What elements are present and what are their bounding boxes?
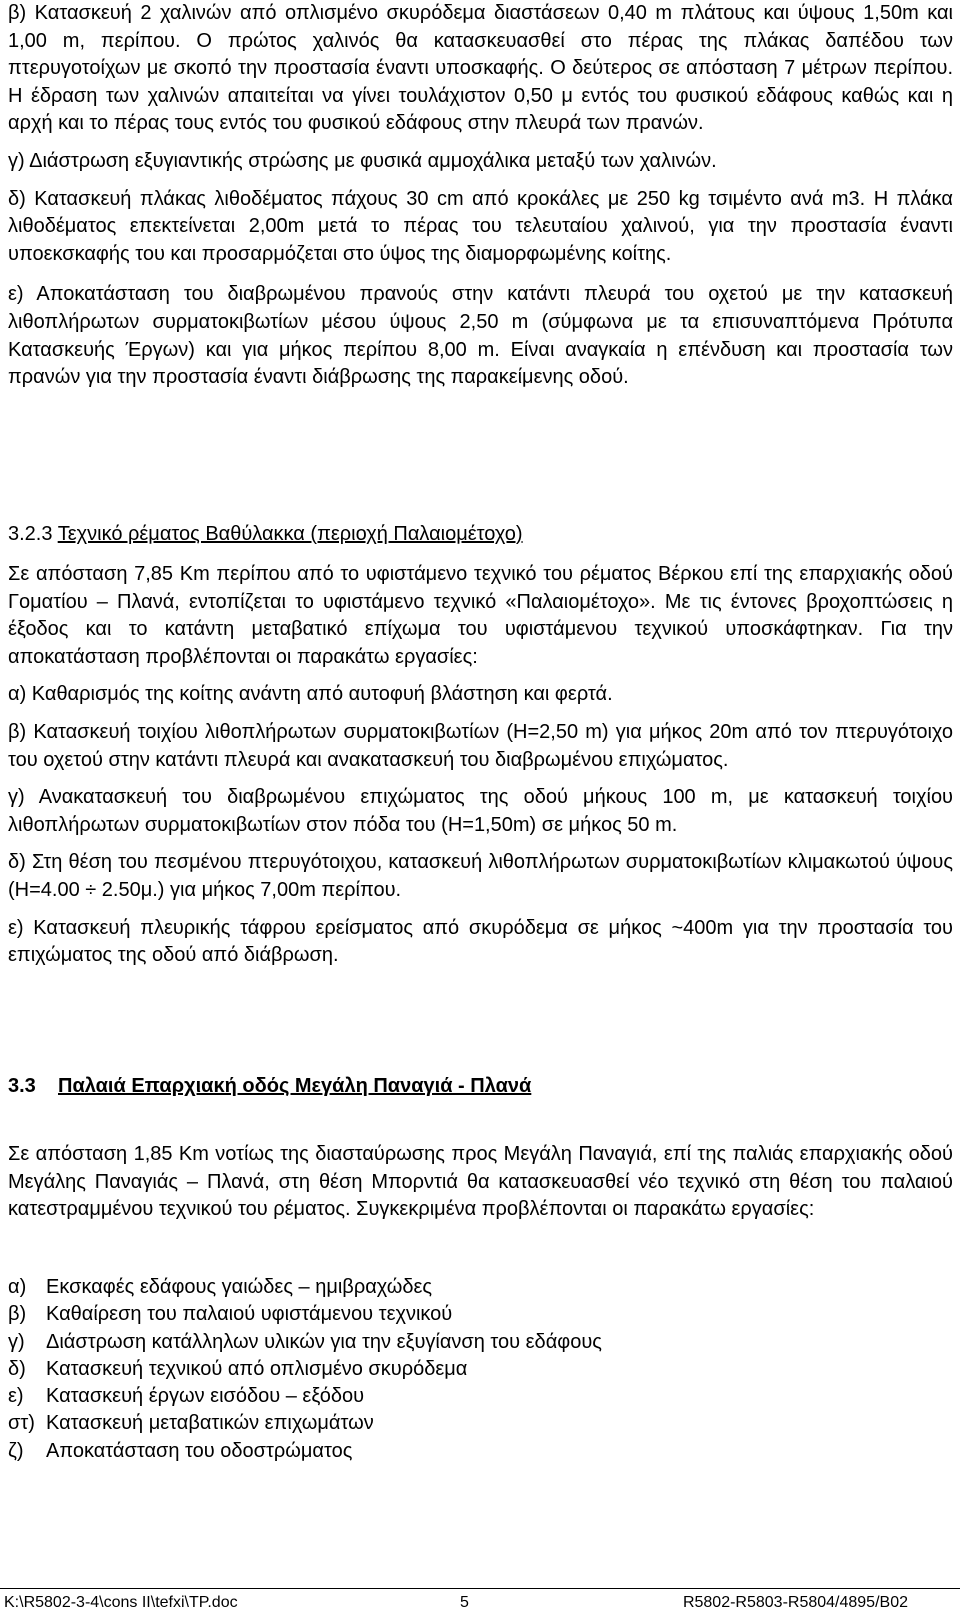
paragraph-gamma: γ) Διάστρωση εξυγιαντικής στρώσης με φυσικά αμμοχάλικα μεταξύ των χαλινών. bbox=[8, 150, 717, 172]
list-item-text: Κατασκευή τεχνικού από οπλισμένο σκυρόδεμα bbox=[46, 1357, 468, 1380]
work-item-c: γ) Ανακατασκευή του διαβρωμένου επιχώματος της οδού μήκους 100 m, με κατασκευή τοιχίου λιθοπλήρωτων συρματοκιβωτίων στον πόδα του (Η=1,50m) σε μήκος 50 m. bbox=[8, 786, 953, 836]
list-item-label: ζ) bbox=[8, 1439, 24, 1462]
section-heading-3-3 bbox=[8, 1073, 531, 1100]
list-item bbox=[8, 1329, 953, 1356]
list-item-label: ε) bbox=[8, 1385, 24, 1408]
list-item bbox=[8, 1274, 953, 1301]
list-item-text: Εκσκαφές εδάφους γαιώδες – ημιβραχώδες bbox=[46, 1276, 433, 1298]
work-item-b: β) Κατασκευή τοιχίου λιθοπλήρωτων συρματοκιβωτίων (Η=2,50 m) για μήκος 20m από τον πτερυγότοιχο του οχετού στην κατάντι πλευρά και ανακατασκευή του διαβρωμένου επιχώματος. bbox=[8, 720, 953, 771]
page-footer bbox=[0, 1588, 960, 1614]
section-heading-3-2-3 bbox=[8, 521, 523, 548]
list-item bbox=[8, 1356, 953, 1383]
list-item-label: γ) bbox=[8, 1330, 25, 1353]
footer-reference: R5802-R5803-R5804/4895/B02 bbox=[682, 1594, 908, 1611]
list-item-text: Καθαίρεση του παλαιού υφιστάμενου τεχνικού bbox=[46, 1303, 453, 1326]
list-item-text: Κατασκευή έργων εισόδου – εξόδου bbox=[46, 1385, 365, 1408]
works-list bbox=[8, 1274, 953, 1465]
section-number: 3.2.3 bbox=[8, 523, 53, 545]
section-title: Παλαιά Επαρχιακή οδός Μεγάλη Παναγιά - Πλανά bbox=[58, 1075, 532, 1097]
list-item bbox=[8, 1301, 953, 1328]
list-item-label: α) bbox=[8, 1276, 27, 1298]
section-title: Τεχνικό ρέματος Βαθύλακκα (περιοχή Παλαιομέτοχο) bbox=[57, 523, 523, 545]
list-item-label: δ) bbox=[8, 1357, 26, 1380]
paragraph-delta: δ) Κατασκευή πλάκας λιθοδέματος πάχους 30 cm από κροκάλες με 250 kg τσιμέντο ανά m3. Η πλάκα λιθοδέματος επεκτείνεται 2,00m μετά το πέρας του τελευταίου χαλινού, για την προστασία έναντι υποεκσκαφής του και προσαρμόζεται στο ύψος της διαμορφωμένης κοίτης. bbox=[8, 187, 953, 265]
section-intro-paragraph: Σε απόσταση 1,85 Km νοτίως της διασταύρωσης προς Μεγάλη Παναγιά, επί της παλιάς επαρχιακής οδού Μεγάλης Παναγιάς – Πλανά, στη θέση Μπορντιά θα κατασκευασθεί νέο τεχνικό στη θέση του παλαιού κατεστραμμένου τεχνικού του ρέματος. Συγκεκριμένα προβλέπονται οι παρακάτω εργασίες: bbox=[8, 1143, 953, 1221]
list-item-text: Κατασκευή μεταβατικών επιχωμάτων bbox=[46, 1412, 374, 1435]
list-item bbox=[8, 1383, 953, 1410]
section-3-3-body bbox=[8, 1141, 953, 1224]
list-item-label: β) bbox=[8, 1303, 27, 1326]
section-3-2-3-body bbox=[8, 561, 953, 970]
section-number: 3.3 bbox=[8, 1075, 36, 1097]
work-item-a: α) Καθαρισμός της κοίτης ανάντη από αυτοφυή βλάστηση και φερτά. bbox=[8, 683, 613, 706]
list-item bbox=[8, 1410, 953, 1437]
footer-page-number: 5 bbox=[460, 1594, 469, 1611]
list-item-text: Διάστρωση κατάλληλων υλικών για την εξυγίανση του εδάφους bbox=[46, 1330, 602, 1353]
list-item bbox=[8, 1438, 953, 1465]
paragraph-epsilon: ε) Αποκατάσταση του διαβρωμένου πρανούς στην κατάντι πλευρά του οχετού με την κατασκευή λιθοπλήρωτων συρματοκιβωτίων μέσου ύψους 2,50 m (σύμφωνα με τα επισυναπτόμενα Πρότυπα Κατασκευής Έργων) και για μήκος περίπου 8,00 m. Είναι αναγκαία η επένδυση και προστασία των πρανών για την προστασία έναντι διάβρωσης της παρακείμενης οδού. bbox=[8, 283, 953, 389]
intro-section bbox=[8, 0, 953, 392]
list-item-text: Αποκατάσταση του οδοστρώματος bbox=[46, 1439, 353, 1462]
paragraph-beta: β) Κατασκευή 2 χαλινών από οπλισμένο σκυρόδεμα διαστάσεων 0,40 m πλάτους και ύψους 1,50m και 1,00 m, περίπου. Ο πρώτος χαλινός θα κατασκευασθεί στο πέρας της πλάκας δαπέδου των πτερυγοτοίχων με σκοπό την προστασία έναντι υποσκαφής. Ο δεύτερος σε απόσταση 7 μέτρων περίπου. Η έδραση των χαλινών απαιτείται να γίνει τουλάχιστον 0,50 μ εντός του φυσικού εδάφους καθώς και η αρχή και το πέρας τους εντός του φυσικού εδάφους στην πλευρά των πρανών. bbox=[8, 2, 953, 135]
footer-file-path: K:\R5802-3-4\cons II\tefxi\TP.doc bbox=[4, 1594, 238, 1611]
section-intro-paragraph: Σε απόσταση 7,85 Km περίπου από το υφιστάμενο τεχνικό του ρέματος Βέρκου επί της επαρχιακής οδού Γοματίου – Πλανά, εντοπίζεται το υφιστάμενο τεχνικό «Παλαιομέτοχο». Με τις έντονες βροχοπτώσεις η έξοδος και το κατάντη μεταβατικό επίχωμα του υφιστάμενου τεχνικού υποσκάφτηκαν. Για την αποκατάσταση προβλέπονται οι παρακάτω εργασίες: bbox=[8, 563, 953, 668]
work-item-e: ε) Κατασκευή πλευρικής τάφρου ερείσματος από σκυρόδεμα σε μήκος ~400m για την προστασία του επιχώματος της οδού από διάβρωση. bbox=[8, 916, 953, 967]
list-item-label: στ) bbox=[8, 1412, 35, 1435]
work-item-d: δ) Στη θέση του πεσμένου πτερυγότοιχου, κατασκευή λιθοπλήρωτων συρματοκιβωτίων κλιμακωτού ύψους (Η=4.00 ÷ 2.50μ.) για μήκος 7,00m περίπου. bbox=[8, 851, 953, 901]
